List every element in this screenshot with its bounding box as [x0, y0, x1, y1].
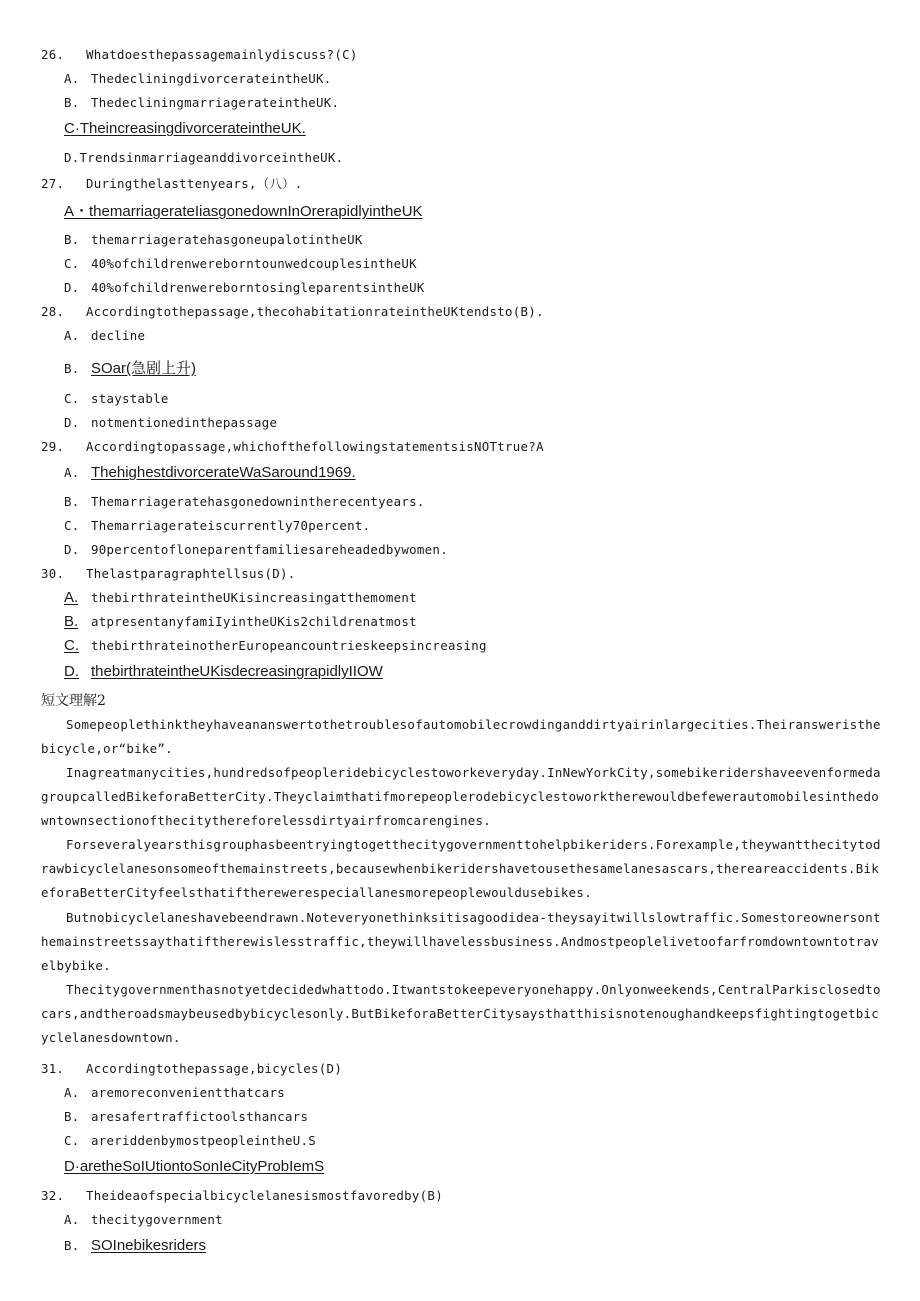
option-label: C. [64, 256, 80, 271]
question-26 [41, 47, 358, 62]
option-text: areriddenbymostpeopleintheU.S [91, 1133, 317, 1148]
question-stem: Whatdoesthepassagemainlydiscuss?(C) [86, 47, 358, 62]
option-label: C. [64, 637, 79, 654]
option-text: Themarriageratehasgonedownintherecentyears. [91, 494, 425, 509]
question-stem: Accordingtothepassage,thecohabitationrateintheUKtendsto(B). [86, 304, 544, 319]
option-text: 90percentofloneparentfamiliesareheadedbywomen. [91, 542, 448, 557]
option-text: SOar(急剧上升) [91, 360, 197, 377]
option-text: atpresentanyfamiIyintheUKis2childrenatmost [91, 614, 417, 629]
option-label: B. [64, 613, 79, 630]
option-text: decline [91, 328, 146, 343]
question-number: 31. [41, 1061, 65, 1076]
option-label: D. [64, 663, 79, 680]
option-28-d [64, 415, 277, 430]
option-text: SOInebikesriders [91, 1237, 207, 1254]
option-label: C. [64, 1133, 80, 1148]
option-28-c [64, 391, 169, 406]
option-text: ThedecliningdivorcerateintheUK. [91, 71, 332, 86]
option-text: thecitygovernment [91, 1212, 223, 1227]
option-label: A. [64, 1085, 80, 1100]
option-29-a-answer [64, 464, 356, 482]
option-label: B. [64, 1109, 80, 1124]
question-stem: Duringthelasttenyears,（八）. [86, 176, 303, 191]
option-32-a [64, 1212, 223, 1227]
option-label: B. [64, 95, 80, 110]
option-27-a-answer: A・themarriagerateIiasgonedownInOrerapidlyintheUK [64, 203, 423, 220]
question-27 [41, 174, 303, 192]
passage-paragraph-3: Forseveralyearsthisgrouphasbeentryingtogetthecitygovernmenttohelpbikeriders.Forexample,theywantthecitytodrawbicyclelanesonsomeofthemainstreets,becausewhenbikeridershavetousethesamelanesascars,thereareaccidents.BikeforaBetterCityfeelsthatiftherewerespeciallanesmorepeoplewouldusebikes. [41, 837, 881, 900]
option-text: aresafertraffictoolsthancars [91, 1109, 309, 1124]
option-text: themarriageratehasgoneupalotintheUK [91, 232, 363, 247]
passage-paragraph-2: Inagreatmanycities,hundredsofpeopleridebicyclestoworkeveryday.InNewYorkCity,somebikeridershaveevenformedagroupcalledBikeforaBetterCity.Theyclaimthatifmorepeoplerodebicyclestoworktherewouldbefewerautomobilesinthedowntownsectionofthecitythereforelessdirtyairfromcarengines. [41, 765, 881, 828]
question-number: 28. [41, 304, 65, 319]
option-label: A. [64, 589, 79, 606]
option-label: B. [64, 494, 80, 509]
option-27-c [64, 256, 417, 271]
question-32 [41, 1188, 443, 1203]
option-27-b [64, 232, 363, 247]
question-stem: Accordingtopassage,whichofthefollowingstatementsisNOTtrue?A [86, 439, 544, 454]
option-text: ThehighestdivorcerateWaSaround1969. [91, 464, 356, 481]
option-31-a [64, 1085, 285, 1100]
option-label: D. [64, 415, 80, 430]
section-title: 短文理解2 [41, 693, 106, 709]
option-30-b [64, 613, 417, 631]
option-label: B. [64, 1238, 80, 1253]
option-30-d-answer [64, 663, 383, 681]
option-label: A. [64, 71, 80, 86]
option-text: ThedecliningmarriagerateintheUK. [91, 95, 340, 110]
option-30-a [64, 589, 417, 607]
option-label: A. [64, 1212, 80, 1227]
option-31-c [64, 1133, 316, 1148]
option-label: D. [64, 542, 80, 557]
option-text: notmentionedinthepassage [91, 415, 278, 430]
option-32-b-answer [64, 1237, 206, 1255]
option-29-c [64, 518, 370, 533]
question-stem: Accordingtothepassage,bicycles(D) [86, 1061, 343, 1076]
question-number: 32. [41, 1188, 65, 1203]
question-number: 26. [41, 47, 65, 62]
option-label: A. [64, 465, 80, 480]
option-28-a [64, 328, 145, 343]
option-text: Themarriagerateiscurrently70percent. [91, 518, 371, 533]
option-text: aremoreconvenientthatcars [91, 1085, 285, 1100]
option-26-a [64, 71, 332, 86]
question-29 [41, 439, 544, 454]
passage-paragraph-5: Thecitygovernmenthasnotyetdecidedwhattodo.Itwantstokeepeveryonehappy.Onlyonweekends,CentralParkisclosedtocars,andtheroadsmaybeusedbybicyclesonly.ButBikeforaBetterCitysaysthatthisisnotenoughandkeepsfightingtogetbicyclelanesdowntown. [41, 982, 881, 1045]
option-27-d [64, 280, 425, 295]
question-stem: Thelastparagraphtellsus(D). [86, 566, 296, 581]
option-26-b [64, 95, 339, 110]
passage-paragraph-4: Butnobicyclelaneshavebeendrawn.Noteveryonethinksitisagoodidea-theysayitwillslowtraffic.Somestoreownersonthemainstreetssaythatiftherewislesstraffic,theywillhavelessbusiness.Andmostpeoplelivetoofarfromdowntowntotravelbybike. [41, 910, 881, 973]
question-number: 27. [41, 176, 65, 191]
option-text: 40%ofchildrenwereborntounwedcouplesintheUK [91, 256, 417, 271]
option-29-d [64, 542, 448, 557]
passage-paragraph-1: Somepeoplethinktheyhaveananswertothetroublesofautomobilecrowdinganddirtyairinlargecities.Theiransweristhebicycle,or“bike”. [41, 717, 881, 756]
option-29-b [64, 494, 425, 509]
option-text: thebirthrateinotherEuropeancountrieskeepsincreasing [91, 638, 487, 653]
option-text: staystable [91, 391, 169, 406]
question-number: 30. [41, 566, 65, 581]
option-text: thebirthrateintheUKisincreasingatthemoment [91, 590, 417, 605]
question-31 [41, 1061, 342, 1076]
option-28-b-answer [64, 357, 196, 378]
question-number: 29. [41, 439, 65, 454]
question-28 [41, 304, 544, 319]
question-30 [41, 566, 296, 581]
option-31-b [64, 1109, 308, 1124]
option-label: A. [64, 328, 80, 343]
option-label: C. [64, 518, 80, 533]
option-label: C. [64, 391, 80, 406]
option-26-c-answer: C·TheincreasingdivorcerateintheUK. [64, 120, 306, 137]
question-stem: Theideaofspecialbicyclelanesismostfavoredby(B) [86, 1188, 443, 1203]
option-text: thebirthrateintheUKisdecreasingrapidlyIIOW [91, 663, 383, 680]
option-text: 40%ofchildrenwereborntosingleparentsintheUK [91, 280, 425, 295]
option-label: B. [64, 361, 80, 376]
option-label: B. [64, 232, 80, 247]
option-30-c [64, 637, 487, 655]
option-31-d-answer: D·aretheSoIUtiontoSonIeCityProbIemS [64, 1158, 325, 1175]
option-26-d: D.TrendsinmarriageanddivorceintheUK. [64, 150, 344, 165]
option-label: D. [64, 280, 80, 295]
